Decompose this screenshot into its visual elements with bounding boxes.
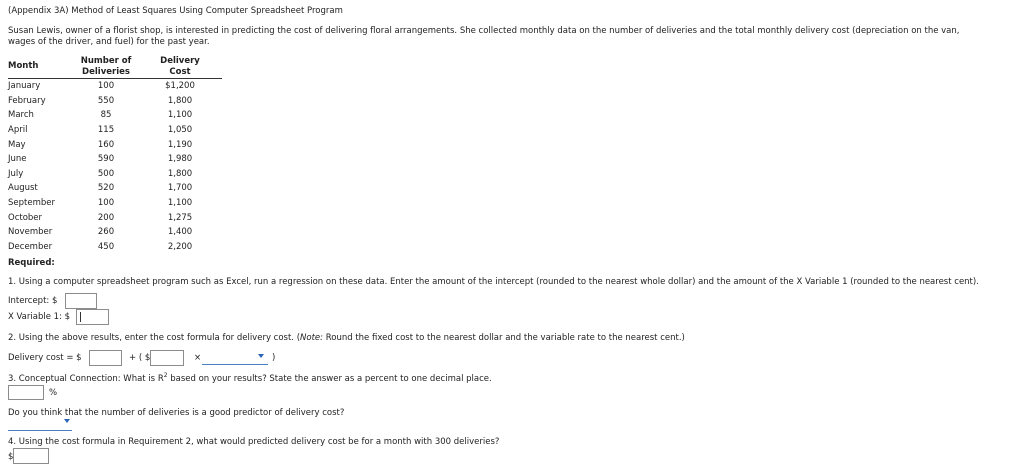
required-heading: Required: [8, 258, 55, 268]
cell-month: February [8, 95, 46, 106]
cell-deliveries: 260 [97, 227, 115, 238]
cell-cost: 2,200 [167, 241, 193, 252]
cell-cost: 1,400 [167, 227, 193, 238]
cell-deliveries: 450 [97, 241, 115, 252]
question-4: 4. Using the cost formula in Requirement 2, what would predicted delivery cost be for a month with 300 deliveries? [8, 437, 500, 447]
question-3b: Do you think that the number of deliveries is a good predictor of delivery cost? [8, 408, 345, 418]
intercept-input[interactable] [65, 293, 97, 309]
table-row [8, 225, 222, 240]
table-row [8, 79, 222, 94]
cell-cost: 1,100 [167, 110, 193, 121]
table-row [8, 181, 222, 196]
cell-month: September [8, 198, 55, 209]
q2-suffix: Round the fixed cost to the nearest dollar and the variable rate to the nearest cent.) [323, 333, 685, 343]
predictor-dropdown[interactable] [8, 417, 72, 431]
table-row [8, 108, 222, 123]
variable-rate-input[interactable] [150, 350, 184, 366]
cell-month: June [8, 154, 27, 165]
table-row [8, 167, 222, 182]
table-body [8, 79, 222, 255]
problem-title: (Appendix 3A) Method of Least Squares Using Computer Spreadsheet Program [8, 6, 343, 16]
cell-deliveries: 115 [97, 125, 115, 136]
header-cost-line1: Delivery [160, 56, 200, 66]
delivery-data-table [8, 54, 222, 254]
cell-month: August [8, 183, 38, 194]
fixed-cost-input[interactable] [89, 350, 122, 366]
header-cost-line2: Cost [169, 67, 191, 77]
q3-suffix: based on your results? State the answer as a percent to one decimal place. [167, 374, 492, 384]
cell-deliveries: 200 [97, 212, 115, 223]
cell-month: October [8, 212, 43, 223]
times-label: × [194, 353, 202, 363]
text-cursor [80, 312, 81, 322]
predicted-cost-input[interactable] [13, 448, 49, 464]
cell-deliveries: 85 [100, 110, 112, 121]
q3-prefix: 3. Conceptual Connection: What is R [8, 374, 164, 384]
table-row [8, 94, 222, 109]
cell-cost: 1,800 [167, 95, 193, 106]
intro-text-line2: wages of the driver, and fuel) for the past year. [8, 37, 210, 47]
table-row [8, 196, 222, 211]
header-deliveries [74, 54, 138, 79]
header-month: Month [8, 54, 74, 79]
intro-text-line1: Susan Lewis, owner of a florist shop, is interested in predicting the cost of delivering floral arrangements. She collected monthly data on the number of deliveries and the total monthly delivery cost (depreciation on the van, [8, 26, 960, 36]
dollar-sign: $ [8, 452, 14, 462]
cell-cost: $1,200 [165, 81, 195, 92]
r-squared-input[interactable] [8, 385, 44, 400]
cell-month: November [8, 227, 53, 238]
cell-deliveries: 520 [97, 183, 115, 194]
cell-cost: 1,700 [167, 183, 193, 194]
cost-driver-dropdown[interactable] [202, 350, 268, 365]
cell-month: April [8, 125, 28, 136]
cell-month: July [8, 168, 24, 179]
chevron-down-icon [64, 419, 70, 423]
cell-month: March [8, 110, 34, 121]
cell-cost: 1,190 [167, 139, 193, 150]
cell-month: May [8, 139, 26, 150]
cell-deliveries: 590 [97, 154, 115, 165]
percent-sign: % [49, 388, 58, 398]
question-1: 1. Using a computer spreadsheet program such as Excel, run a regression on these data. Enter the amount of the intercept (rounded to the nearest whole dollar) and the amount of the X Variable 1 (rounded to the nearest cent). [8, 277, 979, 287]
cell-cost: 1,800 [167, 168, 193, 179]
cell-cost: 1,100 [167, 198, 193, 209]
close-paren: ) [272, 353, 276, 363]
table-row [8, 240, 222, 255]
q2-note: Note: [300, 333, 324, 343]
intercept-label: Intercept: $ [8, 296, 58, 306]
cell-deliveries: 550 [97, 95, 115, 106]
cell-cost: 1,275 [167, 212, 193, 223]
cell-deliveries: 100 [97, 81, 115, 92]
cell-cost: 1,980 [167, 154, 193, 165]
plus-label: + ( $ [129, 353, 151, 363]
header-deliveries-line1: Number of [80, 56, 132, 66]
table-row [8, 123, 222, 138]
table-row [8, 210, 222, 225]
cell-deliveries: 100 [97, 198, 115, 209]
cell-deliveries: 500 [97, 168, 115, 179]
chevron-down-icon [258, 354, 264, 358]
q2-prefix: 2. Using the above results, enter the cost formula for delivery cost. ( [8, 333, 301, 343]
cell-month: December [8, 241, 53, 252]
xvar-label: X Variable 1: $ [8, 312, 71, 322]
cell-cost: 1,050 [167, 125, 193, 136]
cell-deliveries: 160 [97, 139, 115, 150]
table-row [8, 137, 222, 152]
q3-superscript: 2 [163, 372, 168, 380]
cell-month: January [8, 81, 41, 92]
table-row [8, 152, 222, 167]
question-2 [8, 333, 685, 343]
question-3 [8, 374, 492, 384]
header-cost [138, 54, 222, 79]
header-deliveries-line2: Deliveries [82, 67, 130, 77]
delivery-cost-label: Delivery cost = $ [8, 353, 82, 363]
